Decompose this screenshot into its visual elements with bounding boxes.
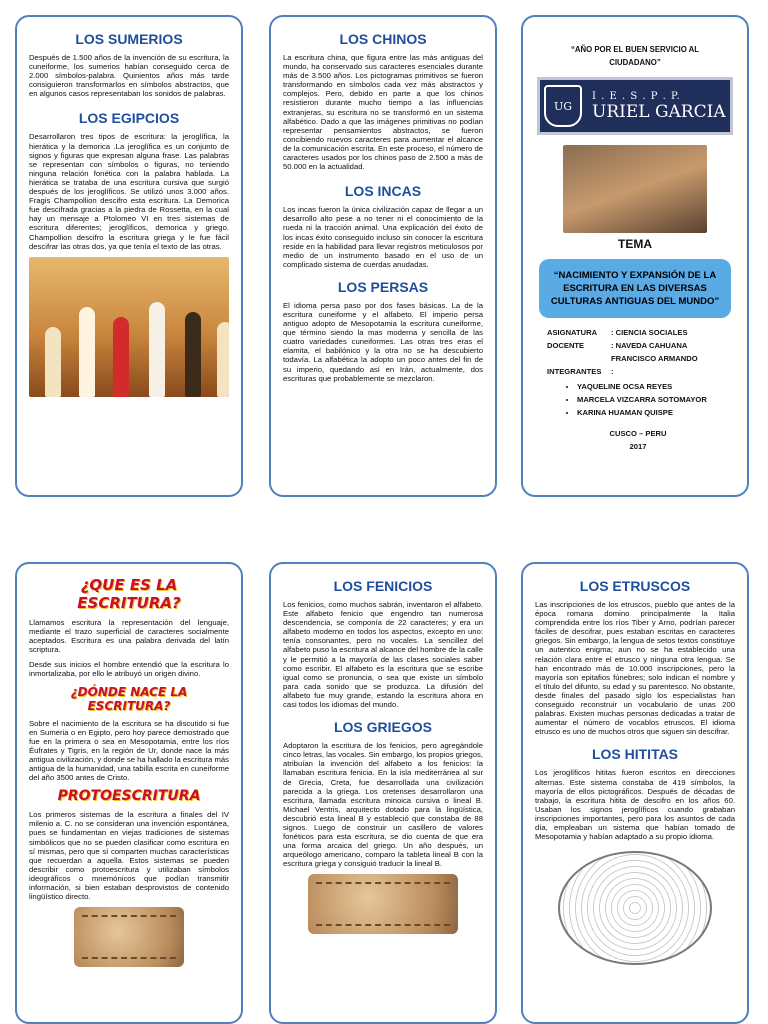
- logo-line2: URIEL GARCIA: [592, 101, 726, 122]
- sumerios-heading: LOS SUMERIOS: [75, 31, 183, 47]
- clay-tablet-image: [74, 907, 184, 967]
- tema-label: TEMA: [618, 237, 652, 251]
- donde-heading: ¿DÓNDE NACE LA ESCRITURA?: [70, 684, 188, 713]
- hititas-text: Los jeroglíficos hititas fueron escritos en direcciones alternas. Este sistema constaba de 419 símbolos, la mayoría de ellos pictográficos. Después de décadas de trabajo, la escritura hitita de descifro en los años 60. Usaban los signos jeroglíficos cuando grababan inscripciones importantes, pero para los asuntos de cada día, empleaban un sistema que habían tomado de Mesopotamia y habían adaptado a su propio idioma.: [535, 768, 735, 842]
- logo-badge: UG: [544, 85, 582, 127]
- logo-text: [592, 91, 726, 122]
- panel-sumerios-egipcios: [15, 15, 243, 497]
- hititas-heading: LOS HITITAS: [591, 746, 679, 763]
- etruscos-heading: LOS ETRUSCOS: [579, 578, 691, 594]
- institute-logo: [537, 77, 733, 135]
- asignatura-value: : CIENCIA SOCIALES: [611, 328, 688, 337]
- asignatura-label: ASIGNATURA: [547, 328, 598, 337]
- scribes-image: [563, 145, 707, 233]
- proto-heading: PROTOESCRITURA: [57, 788, 201, 805]
- hittite-seal-image: [558, 851, 712, 965]
- donde-text: Sobre el nacimiento de la escritura se ha discutido si fue en Sumeria o en Egipto, pero hoy parece demostrado que fue en la primera o sea en Mesopotamia, entre los ríos Éufrates y Tigris, en la región de Ur, donde nace la más antigua civilización, y donde se ha hallado la escritura más antigua de la humanidad, una tabilla escrita en cuneiforme del año 3500 antes de Cristo.: [29, 718, 229, 783]
- que-heading: ¿QUE ES LA ESCRITURA?: [77, 576, 181, 612]
- panel-cover: [521, 15, 749, 497]
- list-item: • KARINA HUAMAN QUISPE: [577, 406, 729, 419]
- fenicios-text: Los fenicios, como muchos sabrán, inventaron el alfabeto. Este alfabeto fenicio que engendro tan numerosa descendencia, se componía de 22 caracteres; y era un alfabeto moderno en todos los aspectos, excepto en uno: tenía consonantes, pero no vocales. La sencillez del alfabeto puso la escritura al alcance del hombre de la calle y le permitió a la mayoría de las clases sociales saber como escribir. El alfabeto es la escritura que se escribe igual como se pronuncia, o sea que existe un símbolo para cada sonido que se produzca. La difusión del alfabeto fue muy grande, estando la escritura ahora en casi todos los idiomas del mundo.: [283, 600, 483, 710]
- persas-text: El idioma persa paso por dos fases básicas. La de la escritura cuneiforme y el alfabeto. El imperio persa antiguo adopto de Mesopotamia la escritura cuneiforme, que término siendo la mas moderna y sencilla de las cuatro variedades cuneiformes. Las otras tres eras el elamita, el babilónico y la otra no se ha descubierto todavía. La alfabética la adopto un poco antes del fin de su imperio, quedando así en Irán, actualmente, dos escrituras que probablemente se mezclaron.: [283, 300, 483, 383]
- integrantes-colon: :: [611, 367, 614, 376]
- que-text-2: Desde sus inicios el hombre entendió que la escritura lo inmortalizaba, por ello le atribuyó un origen divino.: [29, 660, 229, 679]
- proto-text: Los primeros sistemas de la escritura a finales del IV milenio a. C. no se consideran una invención espontánea, pues se fundamentan en viejas tradiciones de sistemas simbólicos que no se pueden clasificar como escritura en sí mismas, pero que sí comparten muchas características que recuerdan a aquella. Estos sistemas se pueden describir como protoescritura y utilizaban símbolos ideográficos o mnemónicos que podían transmitir información, si bien estaban desprovistos de contenido lingüístico directo.: [29, 810, 229, 902]
- motto: “AÑO POR EL BUEN SERVICIO AL CIUDADANO”: [570, 45, 700, 67]
- chinos-heading: LOS CHINOS: [339, 31, 427, 47]
- linear-b-tablet-image: [308, 874, 458, 934]
- topic-box: “NACIMIENTO Y EXPANSIÓN DE LA ESCRITURA EN LAS DIVERSAS CULTURAS ANTIGUAS DEL MUNDO”: [539, 259, 731, 318]
- logo-line1: I . E . S . P . P.: [592, 90, 681, 102]
- integrantes-label: INTEGRANTES: [547, 367, 602, 376]
- griegos-text: Adoptaron la escritura de los fenicios, pero agregándole cinco letras, las vocales. Sin embargo, los propios griegos, atribuían la invención del alfabeto a los fenicios: la llamaban escritura fenicia. En la isla mediterránea al sur de Grecia, Creta, fue desarrollada una civilización parecida a la griega. Los cretenses desarrollaron una escritura, llamada escritura minoica cursiva o lineal B. Michael Ventris, arquitecto dotado para la lingüística, descubrió esta lineal B y estableció que constaba de 88 signos. Luego de construir un casillero de valores fonéticos para esta escritura, se dio cuenta de que era una forma arcaica del griego. Un año después, un arqueólogo americano, comparo la tableta lineal B con la escritura griega y consiguió traducir la lineal B.: [283, 741, 483, 869]
- docente-value-2: FRANCISCO ARMANDO: [611, 354, 698, 363]
- place: CUSCO – PERU: [609, 429, 667, 438]
- integrantes-list: [547, 380, 729, 419]
- panel-fenicios-griegos: [269, 562, 497, 1024]
- fenicios-heading: LOS FENICIOS: [333, 578, 433, 594]
- cover-details: [547, 326, 729, 453]
- egipcios-heading: LOS EGIPCIOS: [78, 110, 180, 127]
- docente-label: DOCENTE: [547, 341, 585, 350]
- year: 2017: [629, 442, 647, 451]
- incas-text: Los incas fueron la única civilización capaz de llegar a un desarrollo alto pese a no tener ni el conocimiento de la rueda ni la tracción animal. Una explicación del éxito de los incas éxito conseguido incluso sin conocer la escritura reside en la habilidad para llevar registros meticulosos por medio de un instrumento basado en el uso de un complicado sistema de cuerdas anudadas.: [283, 205, 483, 269]
- panel-chinos-incas-persas: [269, 15, 497, 497]
- docente-value: : NAVEDA CAHUANA: [611, 341, 688, 350]
- egyptian-painting-image: [29, 257, 229, 397]
- persas-heading: LOS PERSAS: [337, 278, 429, 295]
- sumerios-text: Después de 1.500 años de la invención de su escritura, la cuneiforme, los sumerios habían conseguido cerca de 2.000 símbolos-palabra. Quinientos años más tarde consiguieron transformarlos en símbolos abstractos, que en algunos casos representaban los sonidos de palabras.: [29, 53, 229, 99]
- list-item: • MARCELA VIZCARRA SOTOMAYOR: [577, 393, 729, 406]
- list-item: • YAQUELINE OCSA REYES: [577, 380, 729, 393]
- incas-heading: LOS INCAS: [344, 183, 422, 200]
- etruscos-text: Las inscripciones de los etruscos, pueblo que antes de la época romana domino principalmente la Italia comprendida entre los ríos Tiber y Arno, podrían parecer fáciles de descifrar, pues estaban escritas en caracteres griegos. Sin embargo, la lengua de setos textos constituye un autentico enigma; aun no se ha establecido una relación clara entre el etrusco y ninguna otra lengua. Se han encontrado más de 10.000 inscripciones, pero la mayoría son epitafios fúnebres; solo indican el nombre y el título del difunto, su edad y su parentesco. No obstante, desde finales del pasado siglo los especialistas han conseguido reconstruir un vocabulario de unas 200 palabras. Existen muchas personas dedicadas a tratar de aumentar el número de vocablos etruscos. El idioma etrusco es uno de muchos otros que siguen sin descifrar.: [535, 600, 735, 737]
- panel-que-es-escritura: [15, 562, 243, 1024]
- chinos-text: La escritura china, que figura entre las más antiguas del mundo, ha conservado sus caracteres esenciales durante más de 3.500 años. Los pictogramas primitivos se fueron transformando en símbolos cada vez más abstractos y complejos. Pero, debido en parte a que los chinos resistieron durante mucho tiempo a las influencias extranjeras, su escritura no se transformó en un sistema alfabético. Dado a que las imágenes primitivas no podían representar pensamientos abstractos, se fueron concibiendo nuevos caracteres para aumentar el alcance de la comunicación escrita. En este proceso, el número de caracteres usados por los chinos paso de 2.500 a más de 50.000 en la actualidad.: [283, 53, 483, 172]
- egipcios-text: Desarrollaron tres tipos de escritura: la jeroglífica, la hierática y la demorica .La jeroglífica es un conjunto de signos y figuras que expresan alguna frase. Las palabras se representan con símbolos o figuras, no teniendo ninguna relación fonética con la palabra hablada. La hierática se trataba de una escritura cursiva que surgió después de los jeroglíficos. Se utilizó unos 3.000 años. Fragis Champollion descifro esta escritura. La Demorica fue descifrada gracias a la piedra de Rossetta, en la cual hay un mensaje a Ptolomeo VI en tres sistemas de escritura diferentes; jeroglíficos, demorica y griego. Champollion descifro la escritura griega y le fue fácil descifrar las otras dos, ya que tenía el texto de las otras.: [29, 132, 229, 251]
- griegos-heading: LOS GRIEGOS: [333, 719, 432, 736]
- panel-etruscos-hititas: [521, 562, 749, 1024]
- que-text-1: Llamamos escritura la representación del lenguaje, mediante el trazo superficial de caracteres socialmente aceptados. Escritura es una palabra derivada del latín scriptura.: [29, 618, 229, 655]
